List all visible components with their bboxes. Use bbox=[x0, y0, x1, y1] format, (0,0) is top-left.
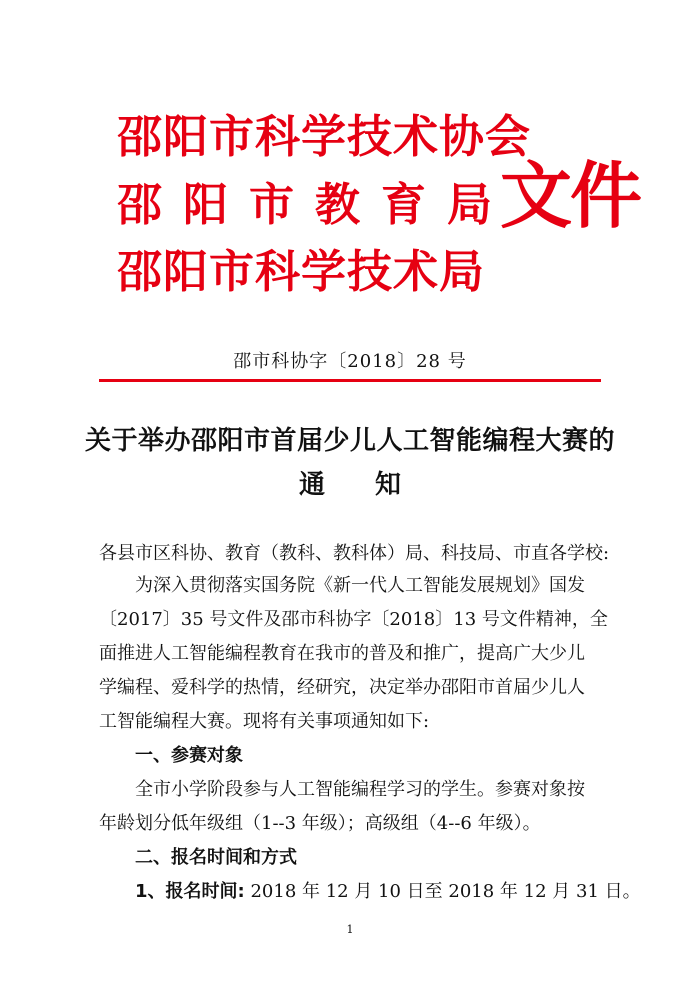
salutation: 各县市区科协、教育（教科、教科体）局、科技局、市直各学校: bbox=[99, 543, 610, 564]
document-suffix: 文件 bbox=[500, 153, 641, 238]
issuer-science-bureau: 邵阳市科学技术局 bbox=[117, 245, 486, 298]
paragraph-1-line-4: 学编程、爱科学的热情，经研究，决定举办邵阳市首届少儿人 bbox=[99, 677, 585, 698]
red-divider bbox=[99, 379, 601, 382]
notice-title-line-2 bbox=[0, 472, 700, 498]
document-number: 邵市科协字〔2018〕28 号 bbox=[233, 351, 467, 372]
paragraph-1-line-1: 为深入贯彻落实国务院《新一代人工智能发展规划》国发 bbox=[135, 575, 585, 596]
paragraph-1-line-3: 面推进人工智能编程教育在我市的普及和推广，提高广大少儿 bbox=[99, 643, 585, 664]
title-char-zhi: 知 bbox=[375, 470, 402, 500]
issuer-science-association: 邵阳市科学技术协会 bbox=[117, 110, 532, 163]
page-number: 1 bbox=[346, 923, 354, 936]
item-1-text: 2018 年 12 月 10 日至 2018 年 12 月 31 日。 bbox=[244, 881, 641, 902]
notice-title: 关于举办邵阳市首届少儿人工智能编程大赛的 bbox=[84, 426, 615, 456]
section-2-heading: 二、报名时间和方式 bbox=[135, 847, 297, 868]
item-1-label: 1、报名时间: bbox=[135, 881, 245, 902]
item-1-registration-time bbox=[135, 875, 645, 909]
section-1-heading: 一、参赛对象 bbox=[135, 745, 243, 766]
issuer-education-bureau: 邵阳市教育局 bbox=[117, 178, 514, 231]
paragraph-1-line-5: 工智能编程大赛。现将有关事项通知如下: bbox=[99, 711, 430, 732]
section-1-line-2: 年龄划分低年级组（1--3 年级）；高级组（4--6 年级）。 bbox=[99, 813, 541, 834]
section-1-line-1: 全市小学阶段参与人工智能编程学习的学生。参赛对象按 bbox=[135, 779, 585, 800]
title-char-tong: 通 bbox=[298, 470, 325, 500]
paragraph-1-line-2: 〔2017〕35 号文件及邵市科协字〔2018〕13 号文件精神，全 bbox=[99, 609, 608, 630]
